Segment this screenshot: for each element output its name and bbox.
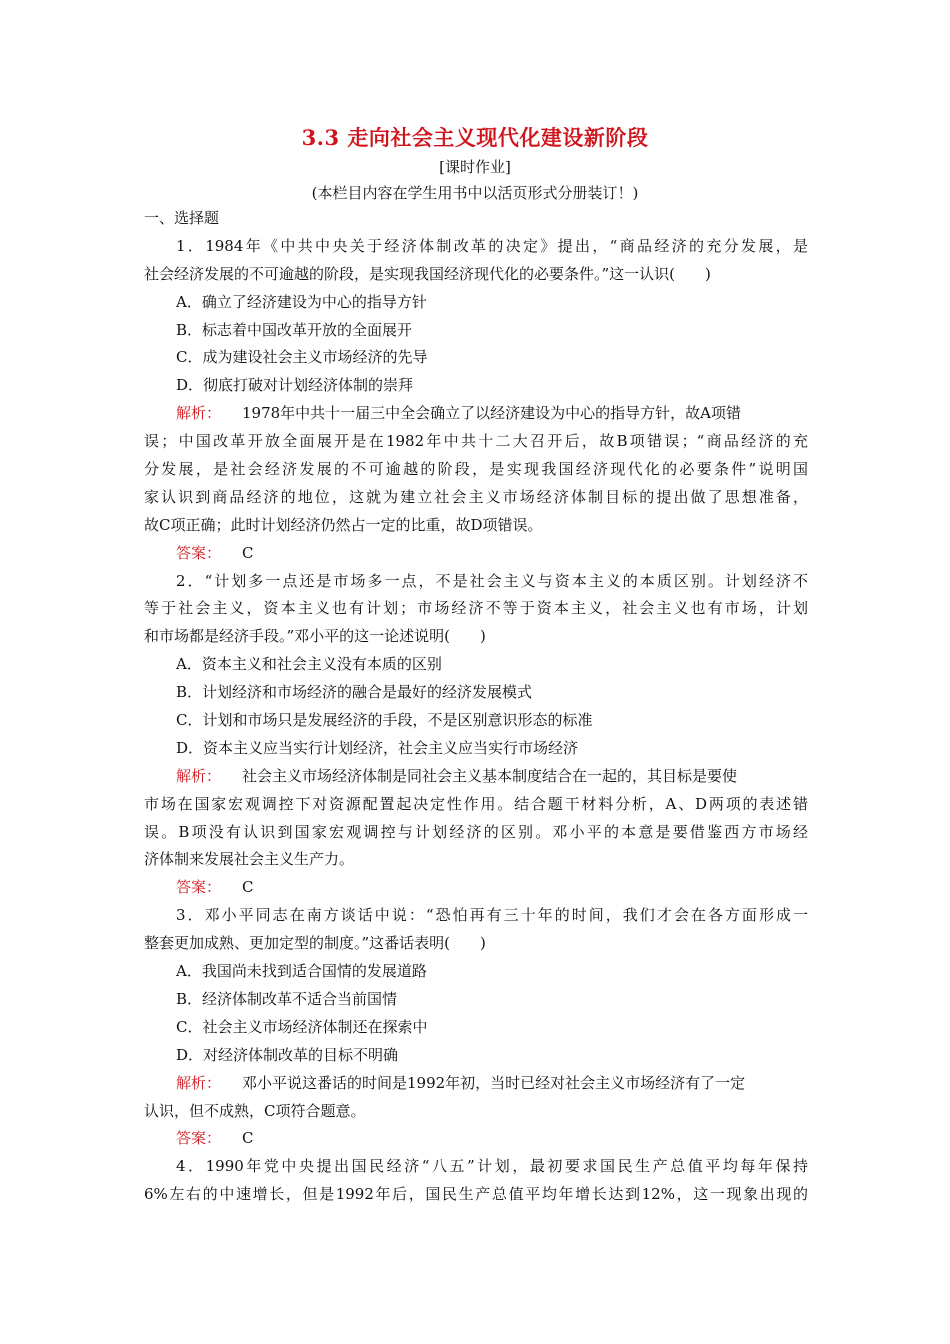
- q3-option-c: C．社会主义市场经济体制还在探索中: [176, 1017, 428, 1036]
- q3-option-b: B．经济体制改革不适合当前国情: [176, 989, 398, 1008]
- q1-analysis-line: 故C项正确；此时计划经济仍然占一定的比重，故D项错误。: [144, 515, 543, 534]
- analysis-label: 解析：: [176, 404, 222, 423]
- q2-option-c: C．计划和市场只是发展经济的手段，不是区别意识形态的标准: [176, 711, 593, 730]
- q1-analysis-text: 1978年中共十一届三中全会确立了以经济建设为中心的指导方针，故A项错: [242, 404, 742, 423]
- q2-option-b: B．计划经济和市场经济的融合是最好的经济发展模式: [176, 683, 533, 702]
- q1-option-b: B．标志着中国改革开放的全面展开: [176, 320, 413, 339]
- q1-analysis-first: [144, 400, 808, 428]
- q1-answer: [144, 540, 808, 568]
- q2-option-a: A．资本主义和社会主义没有本质的区别: [176, 655, 442, 674]
- q1-stem-line: 社会经济发展的不可逾越的阶段，是实现我国经济现代化的必要条件。”这一认识( ): [144, 264, 711, 283]
- q3-analysis-first: [144, 1070, 808, 1098]
- q2-analysis-line: 济体制来发展社会主义生产力。: [144, 850, 355, 869]
- q1-answer-value: C: [242, 543, 254, 562]
- q2-analysis-line: 市场在国家宏观调控下对资源配置起决定性作用。结合题干材料分析，A、D两项的表述错: [144, 794, 808, 813]
- q2-stem-line: 等于社会主义，资本主义也有计划；市场经济不等于资本主义，社会主义也有市场，计划: [144, 599, 808, 618]
- q3-answer: [144, 1125, 808, 1153]
- analysis-label: 解析：: [176, 1073, 222, 1092]
- answer-label: 答案：: [176, 543, 222, 562]
- q1-analysis-line: 分发展，是社会经济发展的不可逾越的阶段，是实现我国经济现代化的必要条件”说明国: [144, 460, 808, 479]
- q3-analysis-line: 认识，但不成熟，C项符合题意。: [144, 1101, 366, 1120]
- q4-stem-line: 6%左右的中速增长，但是1992年后，国民生产总值平均年增长达到12%，这一现象出现的: [144, 1185, 808, 1204]
- q1-stem-line: 1．1984年《中共中央关于经济体制改革的决定》提出，“商品经济的充分发展，是: [176, 236, 808, 255]
- q3-option-d: D．对经济体制改革的目标不明确: [176, 1045, 399, 1064]
- q2-stem-line: 2．“计划多一点还是市场多一点，不是社会主义与资本主义的本质区别。计划经济不: [176, 571, 808, 590]
- page-title: 3.3 走向社会主义现代化建设新阶段: [301, 125, 649, 150]
- q3-analysis-text: 邓小平说这番话的时间是1992年初，当时已经对社会主义市场经济有了一定: [242, 1073, 746, 1092]
- q2-answer: [144, 874, 808, 902]
- q3-stem-line: 3．邓小平同志在南方谈话中说：“恐怕再有三十年的时间，我们才会在各方面形成一: [176, 906, 808, 925]
- binding-note: (本栏目内容在学生用书中以活页形式分册装订！): [311, 184, 639, 202]
- q2-analysis-first: [144, 763, 808, 791]
- q2-analysis-line: 误。B项没有认识到国家宏观调控与计划经济的区别。邓小平的本意是要借鉴西方市场经: [144, 822, 808, 841]
- q1-option-a: A．确立了经济建设为中心的指导方针: [176, 292, 427, 311]
- q3-answer-value: C: [242, 1129, 254, 1148]
- q1-option-c: C．成为建设社会主义市场经济的先导: [176, 348, 428, 367]
- q1-option-d: D．彻底打破对计划经济体制的崇拜: [176, 376, 414, 395]
- q2-stem-line: 和市场都是经济手段。”邓小平的这一论述说明( ): [144, 627, 486, 646]
- question-content: [144, 205, 808, 1209]
- q3-option-a: A．我国尚未找到适合国情的发展道路: [176, 962, 427, 981]
- analysis-label: 解析：: [176, 766, 222, 785]
- q2-answer-value: C: [242, 878, 254, 897]
- q1-analysis-line: 家认识到商品经济的地位，这就为建立社会主义市场经济体制目标的提出做了思想准备，: [144, 487, 808, 506]
- answer-label: 答案：: [176, 878, 222, 897]
- page-subtitle: [课时作业]: [439, 158, 511, 176]
- q4-stem-line: 4．1990年党中央提出国民经济“八五”计划，最初要求国民生产总值平均每年保持: [176, 1157, 808, 1176]
- q2-option-d: D．资本主义应当实行计划经济，社会主义应当实行市场经济: [176, 738, 579, 757]
- q1-analysis-line: 误；中国改革开放全面展开是在1982年中共十二大召开后，故B项错误；“商品经济的充: [144, 432, 808, 451]
- q3-stem-line: 整套更加成熟、更加定型的制度。”这番话表明( ): [144, 934, 486, 953]
- answer-label: 答案：: [176, 1129, 222, 1148]
- section-heading: 一、选择题: [144, 209, 220, 227]
- q2-analysis-text: 社会主义市场经济体制是同社会主义基本制度结合在一起的，其目标是要使: [242, 766, 738, 785]
